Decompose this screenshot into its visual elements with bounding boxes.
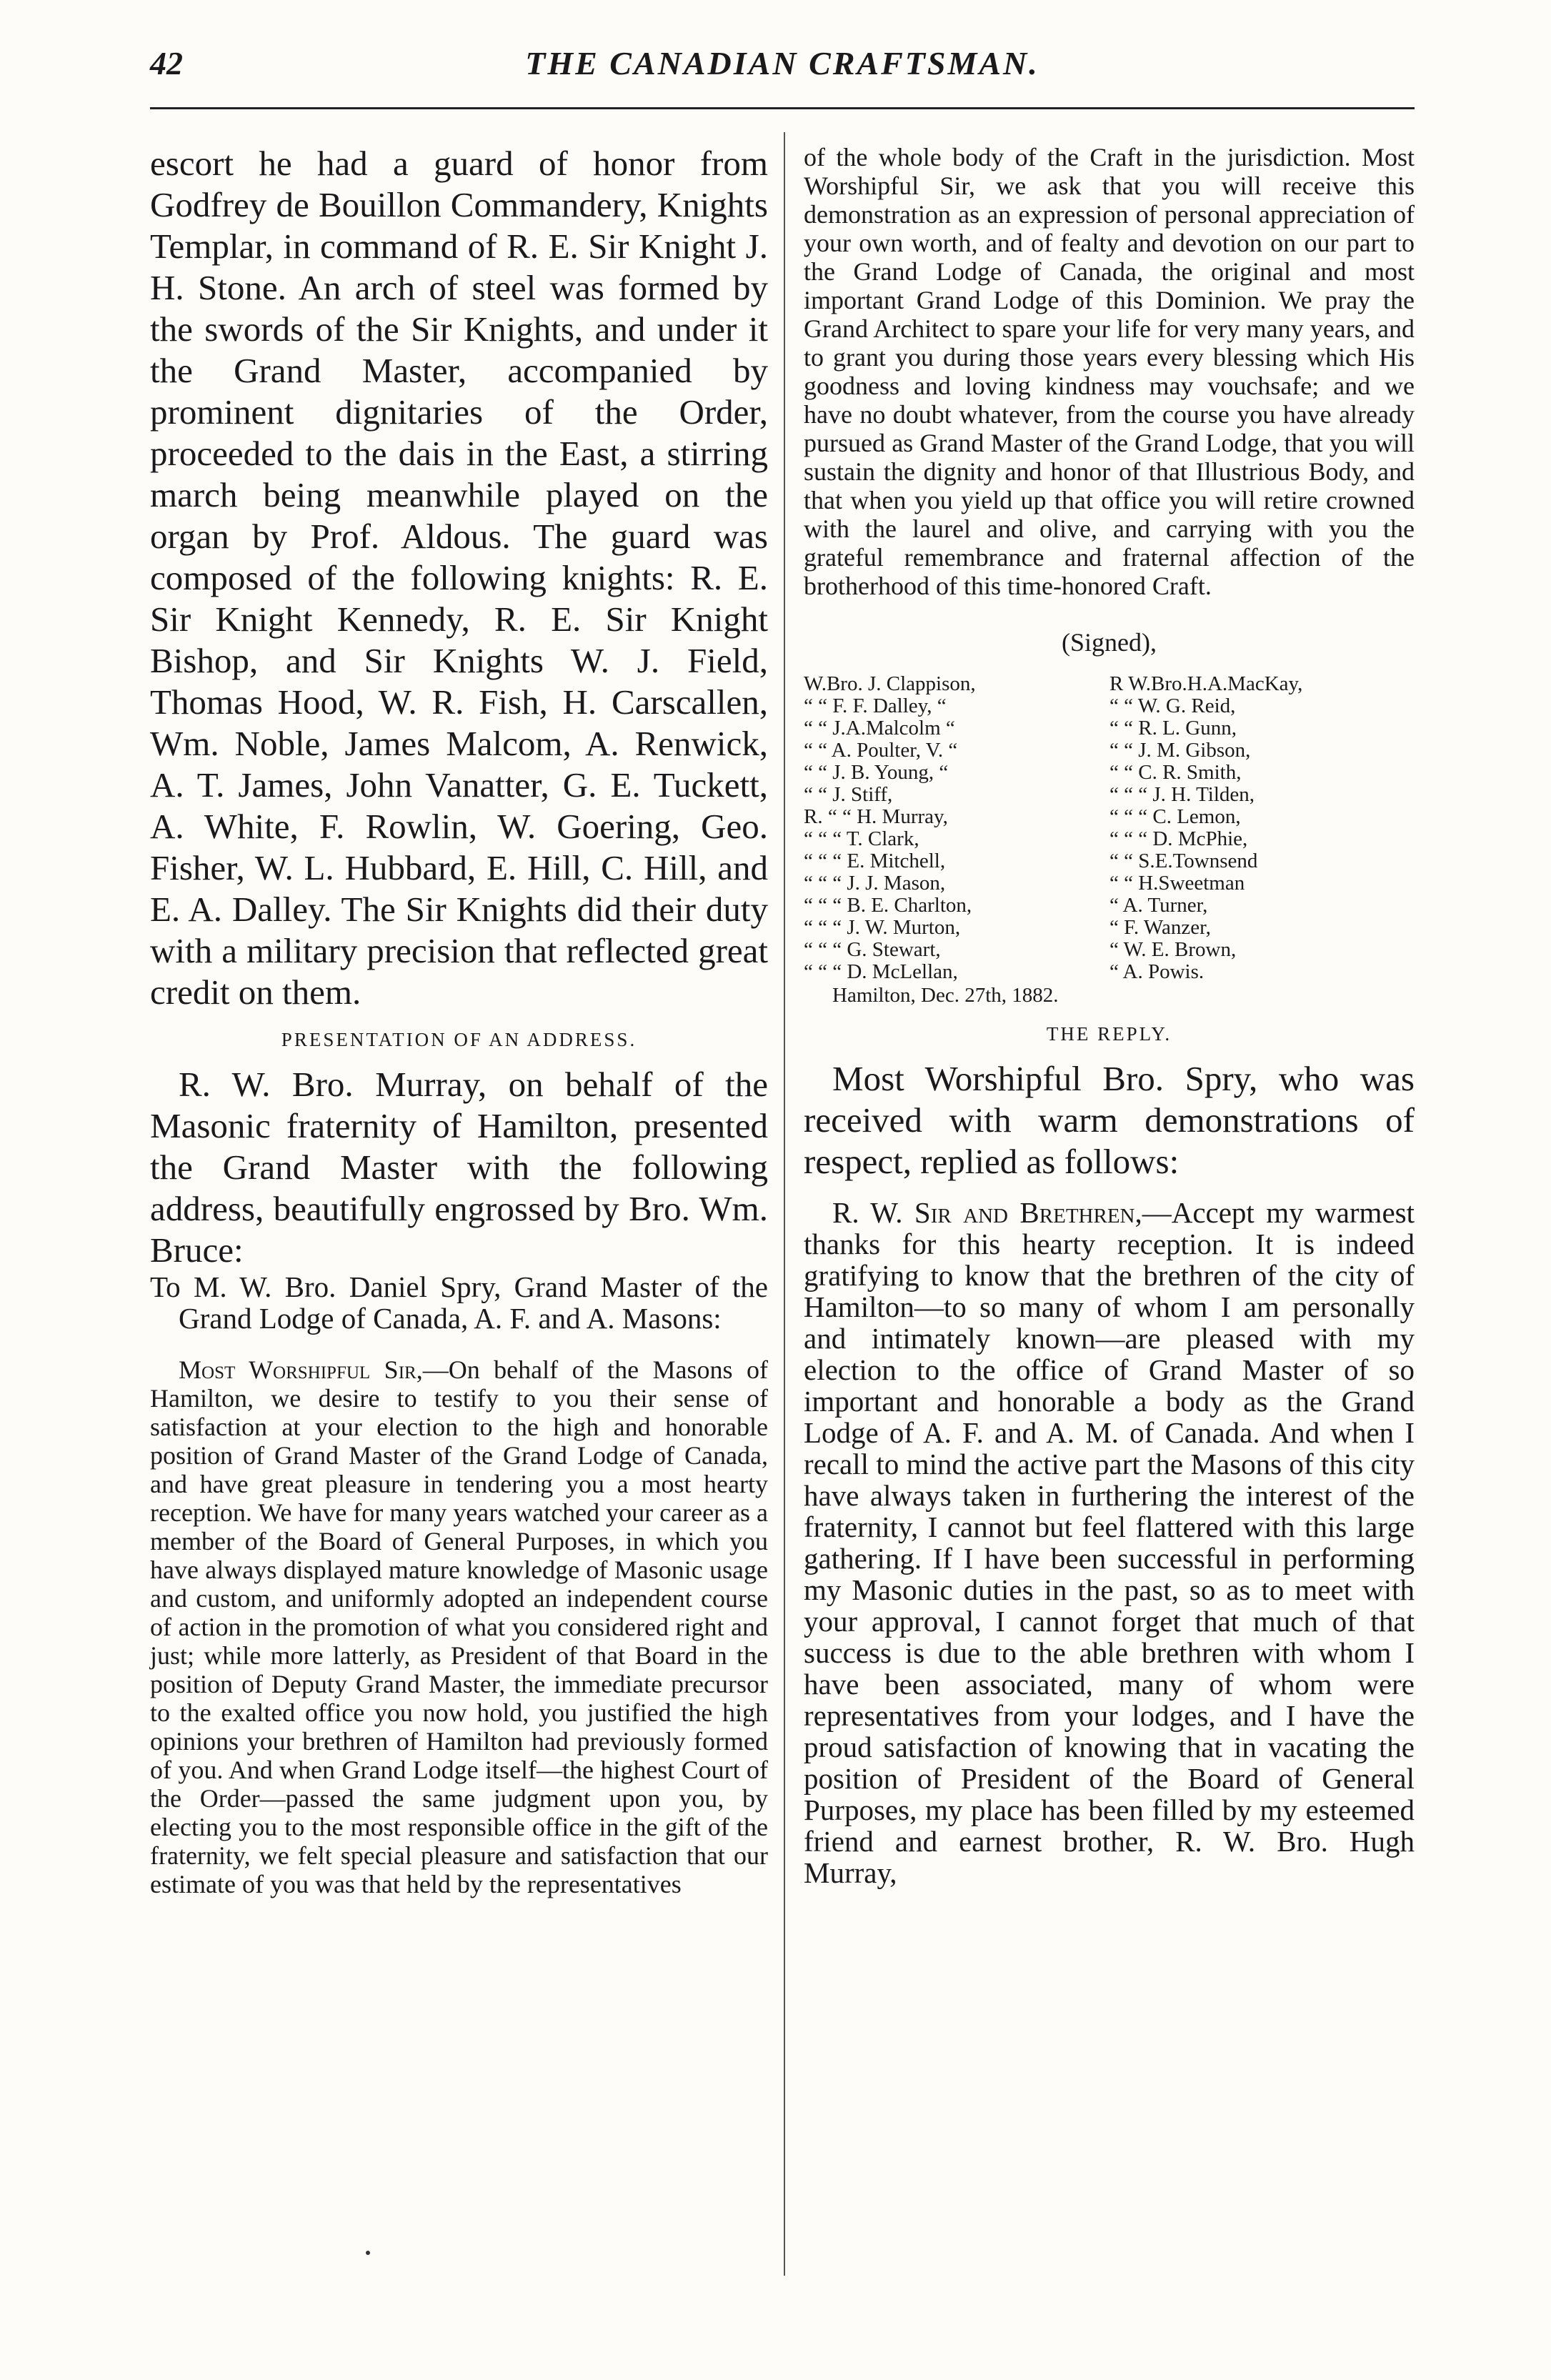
left-column bbox=[150, 143, 768, 1898]
signature-list bbox=[804, 673, 1415, 983]
signature-row: “ “ “ J. J. Mason, “ “ H.Sweetman bbox=[804, 872, 1245, 895]
signature-row: “ “ “ G. Stewart, “ W. E. Brown, bbox=[804, 938, 1237, 961]
reply-heading: THE REPLY. bbox=[1046, 1023, 1172, 1045]
address-body bbox=[150, 1355, 768, 1898]
page-number: 42 bbox=[150, 45, 183, 81]
header-rule bbox=[150, 107, 1415, 109]
signature-row: W.Bro. J. Clappison, R W.Bro.H.A.MacKay, bbox=[804, 672, 1303, 695]
address-addressee: To M. W. Bro. Daniel Spry, Grand Master of the Grand Lodge of Canada, A. F. and A. Masons: bbox=[150, 1270, 768, 1335]
signature-row: “ “ A. Poulter, V. “ “ “ J. M. Gibson, bbox=[804, 739, 1251, 762]
address-body-text: —On behalf of the Masons of Hamilton, we desire to testify to you their sense of satisfaction at your election to the high and honorable position of Grand Master of the Grand Lodge of Canada, and have great pleasure in tendering you a most hearty reception. We have for many years watched your career as a member of the Board of General Purposes, in which you have always displayed mature knowledge of Masonic usage and custom, and uniformly adopted an independent course of action in the promotion of what you considered right and just; while more latterly, as President of that Board in the position of Deputy Grand Master, the immediate precursor to the exalted office you now hold, you justified the high opinions your brethren of Hamilton had previously formed of you. And when Grand Lodge itself—the highest Court of the Order—passed the same judgment upon you, by electing you to the most responsible office in the gift of the fraternity, we felt special pleasure and satisfaction that our estimate of you was that held by the representatives bbox=[150, 1355, 769, 1898]
presentation-heading: PRESENTATION OF AN ADDRESS. bbox=[281, 1029, 637, 1050]
signed-label: (Signed), bbox=[1062, 628, 1157, 657]
escort-paragraph: escort he had a guard of honor from Godfrey de Bouillon Commandery, Knights Templar, in command of R. E. Sir Knight J. H. Stone. An arch of steel was formed by the swords of the Sir Knights, and under it the Grand Master, accompanied by prominent dignitaries of the Order, proceeded to the dais in the East, a stirring march being meanwhile played on the organ by Prof. Aldous. The guard was composed of the following knights: R. E. Sir Knight Kennedy, R. E. Sir Knight Bishop, and Sir Knights W. J. Field, Thomas Hood, W. R. Fish, H. Carscallen, Wm. Noble, James Malcom, A. Renwick, A. T. James, John Vanatter, G. E. Tuckett, A. White, F. Rowlin, W. Goering, Geo. Fisher, W. L. Hubbard, E. Hill, C. Hill, and E. A. Dalley. The Sir Knights did their duty with a military precision that reflected great credit on them. bbox=[150, 144, 768, 1012]
running-title: THE CANADIAN CRAFTSMAN. bbox=[525, 45, 1039, 81]
presentation-paragraph: R. W. Bro. Murray, on behalf of the Masonic fraternity of Hamilton, presented the Grand Master with the following address, beautifully engrossed by Bro. Wm. Bruce: bbox=[150, 1065, 768, 1270]
signature-row: “ “ “ D. McLellan, “ A. Powis. bbox=[804, 960, 1205, 983]
end-mark bbox=[366, 2251, 370, 2255]
signature-row: “ “ “ J. W. Murton, “ F. Wanzer, bbox=[804, 916, 1211, 939]
signature-row: “ “ “ B. E. Charlton, “ A. Turner, bbox=[804, 894, 1208, 917]
signature-row: “ “ “ E. Mitchell, “ “ S.E.Townsend bbox=[804, 850, 1258, 872]
reply-body-text: —Accept my warmest thanks for this hearty reception. It is indeed gratifying to know that the brethren of the city of Hamilton—to so many of whom I am personally and intimately known—are pleased with my election to the office of Grand Master of so important and honorable a body as the Grand Lodge of A. F. and A. M. of Canada. And when I recall to mind the active part the Masons of this city have always taken in furthering the interest of the fraternity, I cannot but feel flattered with this large gathering. If I have been successful in performing my Masonic duties in the past, so as to meet with your approval, I cannot forget that much of that success is due to the able brethren with whom I have been associated, many of whom were representatives from your lodges, and I have the proud satisfaction of knowing that in vacating the position of President of the Board of General Purposes, my place has been filled by my esteemed friend and earnest brother, R. W. Bro. Hugh Murray, bbox=[804, 1196, 1415, 1889]
signature-row: R. “ “ H. Murray, “ “ “ C. Lemon, bbox=[804, 805, 1241, 828]
page-header bbox=[150, 44, 1415, 94]
dateline: Hamilton, Dec. 27th, 1882. bbox=[832, 984, 1059, 1007]
signature-row: “ “ J. Stiff, “ “ “ J. H. Tilden, bbox=[804, 783, 1255, 806]
signature-row: “ “ J.A.Malcolm “ “ “ R. L. Gunn, bbox=[804, 717, 1237, 740]
signature-row: “ “ “ T. Clark, “ “ “ D. McPhie, bbox=[804, 827, 1248, 850]
signature-row: “ “ J. B. Young, “ “ “ C. R. Smith, bbox=[804, 761, 1242, 784]
right-column bbox=[804, 143, 1415, 1888]
address-salutation: Most Worshipful Sir, bbox=[179, 1355, 423, 1384]
reply-body bbox=[804, 1197, 1415, 1888]
signature-row: “ “ F. F. Dalley, “ “ “ W. G. Reid, bbox=[804, 694, 1236, 717]
column-divider bbox=[784, 132, 785, 2276]
address-continuation: of the whole body of the Craft in the jurisdiction. Most Worshipful Sir, we ask that you will receive this demonstration as an expression of personal appreciation of your own worth, and of fealty and devotion on our part to the Grand Lodge of Canada, the original and most important Grand Lodge of this Dominion. We pray the Grand Architect to spare your life for very many years, and to grant you during those years every blessing which His goodness and loving kindness may vouchsafe; and we have no doubt whatever, from the course you have already pursued as Grand Master of the Grand Lodge, that you will sustain the dignity and honor of that Illustrious Body, and that when you yield up that office you will retire crowned with the laurel and olive, and carrying with you the grateful remembrance and fraternal affection of the brotherhood of this time-honored Craft. bbox=[804, 143, 1415, 600]
reply-salutation: R. W. Sir and Brethren, bbox=[832, 1196, 1142, 1229]
reply-intro: Most Worshipful Bro. Spry, who was received with warm demonstrations of respect, replied as follows: bbox=[804, 1059, 1415, 1181]
